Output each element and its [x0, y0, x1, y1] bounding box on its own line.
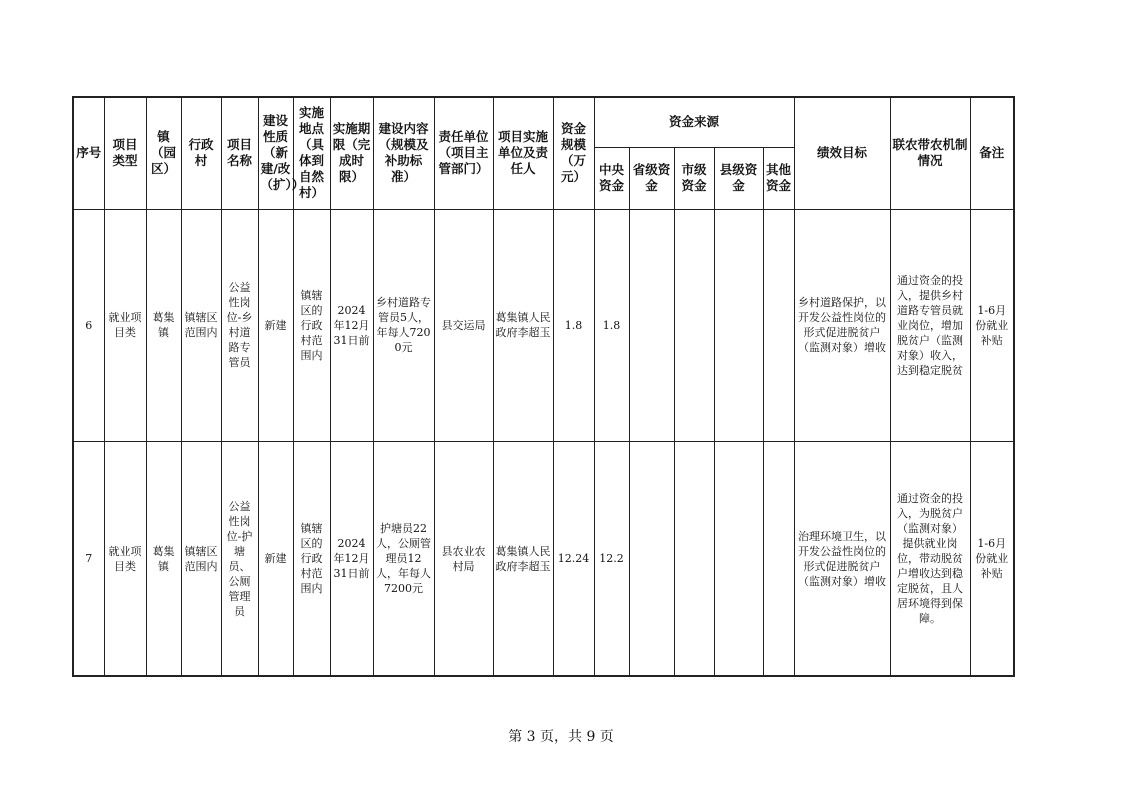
cell-type: 就业项目类 — [104, 442, 146, 676]
col-header-town: 镇（园区） — [146, 97, 181, 209]
cell-provincial — [629, 442, 674, 676]
cell-location: 镇辖区的行政村范围内 — [293, 209, 330, 442]
cell-name: 公益性岗位-乡村道路专管员 — [221, 209, 258, 442]
col-header-mechanism: 联农带农机制情况 — [890, 97, 970, 209]
cell-provincial — [629, 209, 674, 442]
cell-scale: 1.8 — [553, 209, 594, 442]
cell-nature: 新建 — [258, 209, 293, 442]
cell-city — [674, 442, 714, 676]
col-header-scale: 资金规模（万元） — [553, 97, 594, 209]
cell-content: 乡村道路专管员5人，年每人7200元 — [373, 209, 434, 442]
col-header-central: 中央资金 — [594, 147, 629, 209]
cell-goal: 治理环境卫生，以开发公益性岗位的形式促进脱贫户（监测对象）增收 — [794, 442, 890, 676]
cell-city — [674, 209, 714, 442]
col-header-period: 实施期限（完成时限） — [330, 97, 373, 209]
col-header-impl-unit: 项目实施单位及责任人 — [493, 97, 553, 209]
cell-mechanism: 通过资金的投入，为脱贫户（监测对象）提供就业岗位，带动脱贫户增收达到稳定脱贫，且人居环境得到保障。 — [890, 442, 970, 676]
cell-town: 葛集镇 — [146, 209, 181, 442]
page-footer: 第 3 页，共 9 页 — [508, 729, 614, 745]
table-row — [73, 442, 1014, 676]
cell-village: 镇辖区范围内 — [181, 442, 221, 676]
col-header-nature: 建设性质（新建/改（扩）） — [258, 97, 293, 209]
cell-content: 护塘员22人，公厕管理员12人，年每人7200元 — [373, 442, 434, 676]
table-row — [73, 209, 1014, 442]
col-header-goal: 绩效目标 — [794, 97, 890, 209]
cell-scale: 12.24 — [553, 442, 594, 676]
cell-nature: 新建 — [258, 442, 293, 676]
cell-county — [714, 209, 763, 442]
cell-resp-unit: 县农业农村局 — [434, 442, 493, 676]
cell-county — [714, 442, 763, 676]
cell-other — [763, 209, 794, 442]
col-header-county: 县级资金 — [714, 147, 763, 209]
col-header-other: 其他资金 — [763, 147, 794, 209]
col-header-seq: 序号 — [73, 97, 104, 209]
cell-goal: 乡村道路保护，以开发公益性岗位的形式促进脱贫户（监测对象）增收 — [794, 209, 890, 442]
cell-central: 12.2 — [594, 442, 629, 676]
cell-impl-unit: 葛集镇人民政府李超玉 — [493, 442, 553, 676]
cell-type: 就业项目类 — [104, 209, 146, 442]
cell-impl-unit: 葛集镇人民政府李超玉 — [493, 209, 553, 442]
cell-remark: 1-6月份就业补贴 — [970, 209, 1014, 442]
header-row — [73, 97, 1014, 147]
cell-remark: 1-6月份就业补贴 — [970, 442, 1014, 676]
cell-other — [763, 442, 794, 676]
cell-period: 2024年12月31日前 — [330, 209, 373, 442]
col-header-name: 项目名称 — [221, 97, 258, 209]
cell-town: 葛集镇 — [146, 442, 181, 676]
col-header-remark: 备注 — [970, 97, 1014, 209]
cell-mechanism: 通过资金的投入，提供乡村道路专管员就业岗位，增加脱贫户（监测对象）收入，达到稳定脱贫 — [890, 209, 970, 442]
col-header-village: 行政村 — [181, 97, 221, 209]
cell-central: 1.8 — [594, 209, 629, 442]
col-header-type: 项目类型 — [104, 97, 146, 209]
cell-seq: 6 — [73, 209, 104, 442]
cell-period: 2024年12月31日前 — [330, 442, 373, 676]
col-header-provincial: 省级资金 — [629, 147, 674, 209]
cell-village: 镇辖区范围内 — [181, 209, 221, 442]
project-table — [72, 96, 1015, 677]
cell-location: 镇辖区的行政村范围内 — [293, 442, 330, 676]
col-header-fund-source: 资金来源 — [594, 97, 794, 147]
cell-resp-unit: 县交运局 — [434, 209, 493, 442]
col-header-content: 建设内容（规模及补助标准） — [373, 97, 434, 209]
col-header-city: 市级资金 — [674, 147, 714, 209]
col-header-location: 实施地点（具体到自然村） — [293, 97, 330, 209]
col-header-resp-unit: 责任单位（项目主管部门） — [434, 97, 493, 209]
cell-seq: 7 — [73, 442, 104, 676]
project-table-sheet — [72, 96, 1013, 677]
cell-name: 公益性岗位-护塘员、公厕管理员 — [221, 442, 258, 676]
